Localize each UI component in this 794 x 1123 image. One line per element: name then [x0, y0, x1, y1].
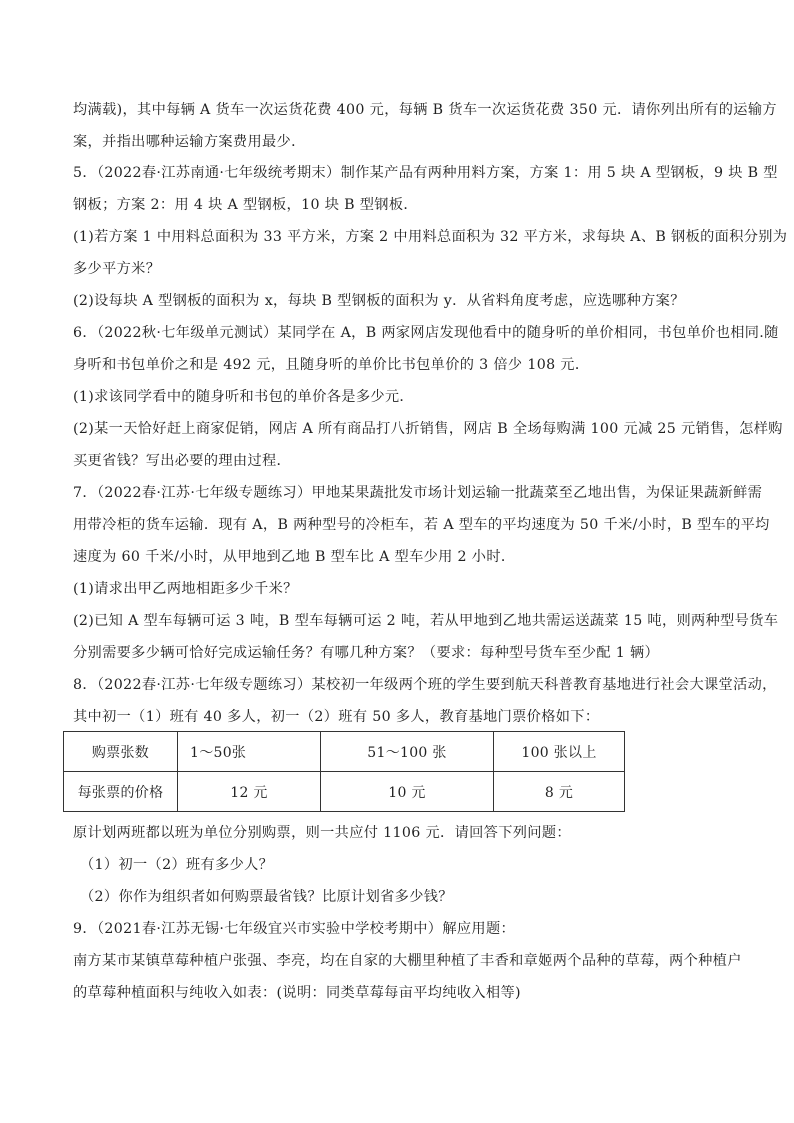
text-line: （2）你作为组织者如何购票最省钱？比原计划省多少钱？ — [80, 889, 453, 905]
text-line: (2)某一天恰好赶上商家促销，网店 A 所有商品打八折销售，网店 B 全场每购满 100 元减 25 元销售，怎样购 — [73, 421, 783, 437]
text-line: 速度为 60 千米/小时，从甲地到乙地 B 型车比 A 型车少用 2 小时． — [73, 549, 516, 565]
problem-9-title: 9．（2021春·江苏无锡·七年级宜兴市实验中学校考期中）解应用题： — [73, 921, 516, 937]
problem-8-title: 8．（2022春·江苏·七年级专题练习）某校初一年级两个班的学生要到航天科普教育基地进行社会大课堂活动， — [73, 677, 777, 693]
problem-5-title: 5．（2022春·江苏南通·七年级统考期末）制作某产品有两种用料方案，方案 1：用 5 块 A 型钢板，9 块 B 型 — [73, 165, 778, 181]
text-line: (2)已知 A 型车每辆可运 3 吨，B 型车每辆可运 2 吨，若从甲地到乙地共需运送蔬菜 15 吨，则两种型号货车 — [73, 613, 779, 629]
text-line: 南方某市某镇草莓种植户张强、李亮，均在自家的大棚里种植了丰香和章姬两个品种的草莓，两个种植户 — [73, 953, 742, 969]
ticket-price-table — [63, 731, 625, 812]
text-line: (2)设每块 A 型钢板的面积为 x，每块 B 型钢板的面积为 y．从省料角度考虑，应选哪种方案？ — [73, 293, 685, 309]
text-line: 案，并指出哪种运输方案费用最少． — [73, 134, 306, 150]
text-line: (1)若方案 1 中用料总面积为 33 平方米，方案 2 中用料总面积为 32 平方米，求每块 A、B 钢板的面积分别为 — [73, 229, 788, 245]
table-cell: 12 元 — [178, 772, 321, 812]
table-cell: 100 张以上 — [494, 732, 625, 772]
text-line: 用带冷柜的货车运输．现有 A，B 两种型号的冷柜车，若 A 型车的平均速度为 50 千米/小时，B 型车的平均 — [73, 517, 770, 533]
text-line: 分别需要多少辆可恰好完成运输任务？有哪几种方案？（要求：每种型号货车至少配 1 辆） — [73, 645, 660, 661]
text-line: 钢板；方案 2：用 4 块 A 型钢板，10 块 B 型钢板． — [73, 197, 418, 213]
text-line: 身听和书包单价之和是 492 元，且随身听的单价比书包单价的 3 倍少 108 元． — [73, 357, 590, 373]
table-cell: 购票张数 — [64, 732, 178, 772]
table-row — [64, 772, 625, 812]
text-line: (1)请求出甲乙两地相距多少千米？ — [73, 581, 298, 597]
table-cell: 10 元 — [321, 772, 494, 812]
text-line: （1）初一（2）班有多少人？ — [80, 857, 274, 873]
text-line: 均满载)，其中每辆 A 货车一次运货花费 400 元，每辆 B 货车一次运货花费 350 元．请你列出所有的运输方 — [73, 102, 777, 118]
text-line: 多少平方米？ — [73, 261, 161, 277]
table-cell: 8 元 — [494, 772, 625, 812]
table-row — [64, 732, 625, 772]
text-line: 买更省钱？写出必要的理由过程． — [73, 453, 292, 469]
table-cell: 51～100 张 — [321, 732, 494, 772]
text-line: 原计划两班都以班为单位分别购票，则一共应付 1106 元．请回答下列问题： — [73, 825, 571, 841]
problem-6-title: 6．（2022秋·七年级单元测试）某同学在 A，B 两家网店发现他看中的随身听的单价相同，书包单价也相同.随 — [73, 325, 779, 341]
text-line: (1)求该同学看中的随身听和书包的单价各是多少元． — [73, 389, 414, 405]
problem-7-title: 7．（2022春·江苏·七年级专题练习）甲地某果蔬批发市场计划运输一批蔬菜至乙地出售，为保证果蔬新鲜需 — [73, 485, 763, 501]
text-line: 的草莓种植面积与纯收入如表：(说明：同类草莓每亩平均纯收入相等) — [73, 985, 521, 1001]
text-line: 其中初一（1）班有 40 多人，初一（2）班有 50 多人，教育基地门票价格如下： — [73, 709, 600, 725]
table-cell: 每张票的价格 — [64, 772, 178, 812]
table-cell: 1～50张 — [178, 732, 321, 772]
